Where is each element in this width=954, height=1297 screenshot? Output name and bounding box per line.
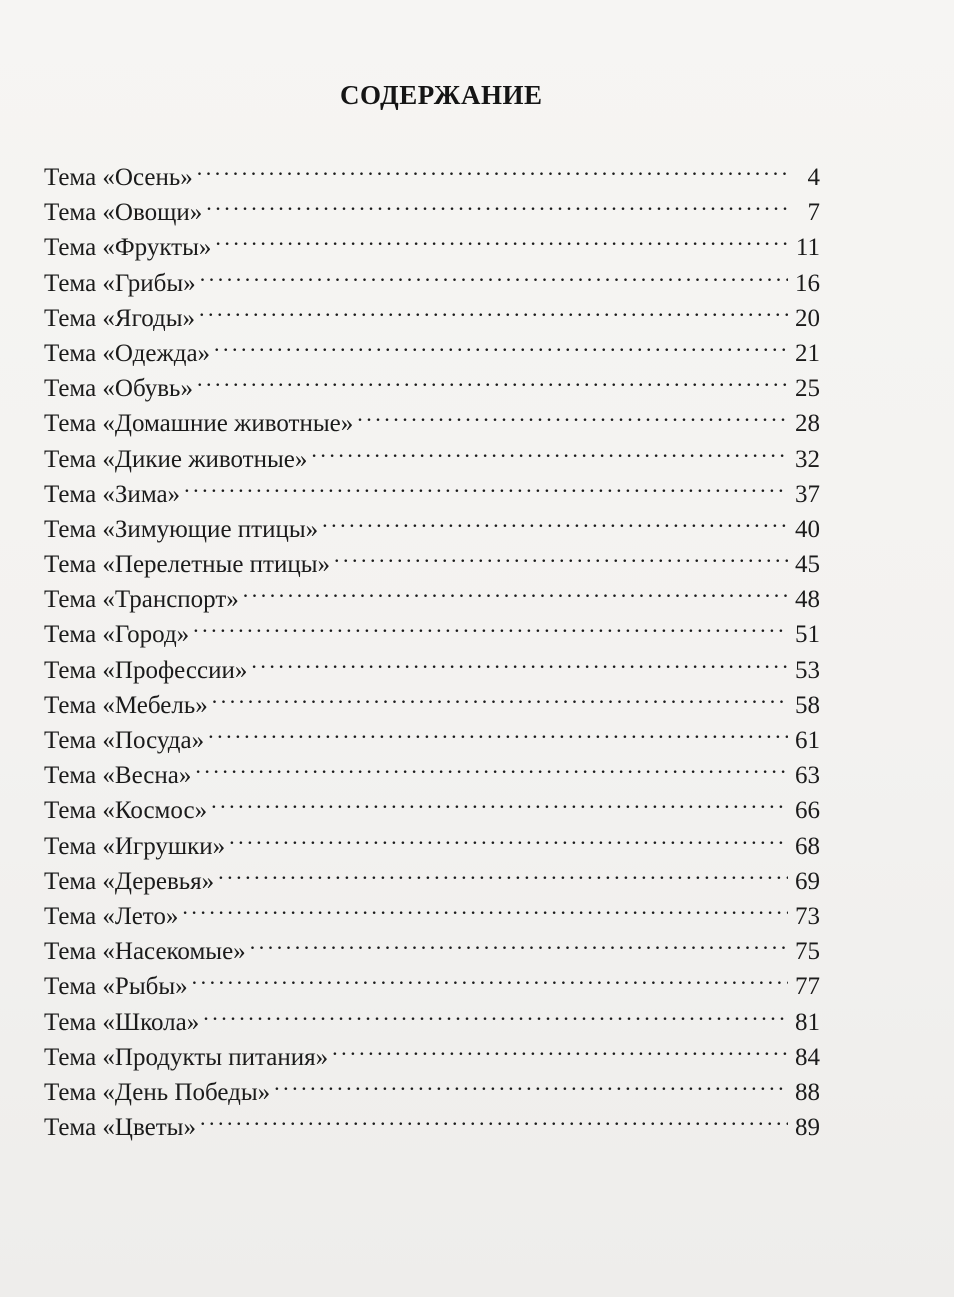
toc-entry-label: Тема «Цветы» (44, 1114, 196, 1142)
toc-entry-label: Тема «Фрукты» (44, 234, 212, 262)
toc-entry-label: Тема «Лето» (44, 902, 179, 930)
toc-entry-page-number: 66 (795, 797, 820, 825)
dot-leader (357, 396, 788, 431)
dot-leader (250, 924, 788, 959)
toc-entry-label: Тема «Одежда» (44, 339, 211, 367)
dot-leader (212, 678, 788, 713)
dot-leader (193, 607, 788, 642)
toc-entry-page-number: 32 (795, 445, 820, 473)
toc-entry (44, 150, 820, 191)
dot-leader (211, 783, 788, 818)
table-of-contents (44, 150, 820, 1142)
dot-leader (200, 1100, 788, 1135)
toc-entry-label: Тема «Зима» (44, 480, 181, 508)
toc-entry-label: Тема «Школа» (44, 1008, 200, 1036)
toc-entry-label: Тема «Перелетные птицы» (44, 551, 331, 579)
dot-leader (203, 995, 788, 1030)
toc-entry-label: Тема «Профессии» (44, 656, 248, 684)
toc-entry-page-number: 84 (795, 1043, 820, 1071)
toc-entry-label: Тема «Космос» (44, 797, 208, 825)
page-title: СОДЕРЖАНИЕ (340, 80, 543, 110)
toc-entry-page-number: 48 (795, 586, 820, 614)
toc-entry-page-number: 37 (795, 480, 820, 508)
toc-entry-label: Тема «Рыбы» (44, 973, 188, 1001)
dot-leader (311, 432, 788, 467)
toc-entry-page-number: 53 (795, 656, 820, 684)
toc-entry-page-number: 77 (795, 973, 820, 1001)
dot-leader (274, 1065, 788, 1100)
toc-entry-page-number: 88 (795, 1078, 820, 1106)
toc-entry-page-number: 7 (807, 199, 820, 227)
dot-leader (197, 361, 788, 396)
toc-entry-page-number: 61 (795, 727, 820, 754)
toc-entry-label: Тема «Зимующие птицы» (44, 515, 319, 543)
toc-entry-label: Тема «Продукты питания» (44, 1043, 329, 1071)
toc-entry-label: Тема «Город» (44, 621, 190, 649)
dot-leader (206, 185, 788, 220)
dot-leader (184, 467, 788, 502)
toc-entry-page-number: 63 (795, 762, 820, 790)
toc-entry-label: Тема «Овощи» (44, 199, 203, 227)
dot-leader (243, 572, 788, 607)
toc-entry-page-number: 51 (795, 621, 820, 649)
toc-entry-page-number: 40 (795, 515, 820, 543)
toc-entry-label: Тема «Дикие животные» (44, 445, 308, 473)
dot-leader (199, 291, 788, 326)
toc-entry-page-number: 21 (795, 339, 820, 367)
toc-entry-page-number: 68 (795, 832, 820, 860)
toc-entry-page-number: 75 (795, 938, 820, 966)
toc-entry-label: Тема «Посуда» (44, 727, 205, 754)
toc-entry-page-number: 89 (795, 1114, 820, 1142)
toc-entry-page-number: 69 (795, 867, 820, 895)
dot-leader (334, 537, 788, 572)
toc-entry-label: Тема «Весна» (44, 762, 192, 790)
toc-entry-page-number: 81 (795, 1008, 820, 1036)
toc-entry-page-number: 58 (795, 691, 820, 719)
toc-entry-label: Тема «Осень» (44, 164, 193, 191)
toc-entry-page-number: 25 (795, 375, 820, 403)
toc-entry-label: Тема «Насекомые» (44, 938, 246, 966)
toc-entry-page-number: 73 (795, 902, 820, 930)
dot-leader (215, 220, 788, 255)
dot-leader (251, 643, 788, 678)
dot-leader (197, 150, 788, 185)
dot-leader (332, 1030, 788, 1065)
toc-entry-label: Тема «Ягоды» (44, 304, 196, 332)
toc-entry-page-number: 45 (795, 551, 820, 579)
dot-leader (192, 959, 788, 994)
toc-entry-page-number: 20 (795, 304, 820, 332)
dot-leader (218, 854, 788, 889)
toc-entry-page-number: 11 (795, 234, 820, 262)
toc-entry-label: Тема «День Победы» (44, 1078, 271, 1106)
dot-leader (195, 748, 788, 783)
toc-entry-label: Тема «Мебель» (44, 691, 208, 719)
toc-entry-label: Тема «Домашние животные» (44, 410, 354, 438)
dot-leader (214, 326, 788, 361)
toc-entry-label: Тема «Транспорт» (44, 586, 239, 614)
toc-entry-label: Тема «Игрушки» (44, 832, 226, 860)
dot-leader (182, 889, 788, 924)
toc-entry-page-number: 4 (807, 164, 820, 191)
dot-leader (229, 819, 788, 854)
toc-entry-label: Тема «Обувь» (44, 375, 193, 403)
toc-entry-label: Тема «Грибы» (44, 269, 196, 297)
toc-entry-page-number: 28 (795, 410, 820, 438)
toc-entry-label: Тема «Деревья» (44, 867, 215, 895)
dot-leader (322, 502, 788, 537)
dot-leader (208, 713, 788, 748)
toc-entry-page-number: 16 (795, 269, 820, 297)
dot-leader (200, 256, 788, 291)
